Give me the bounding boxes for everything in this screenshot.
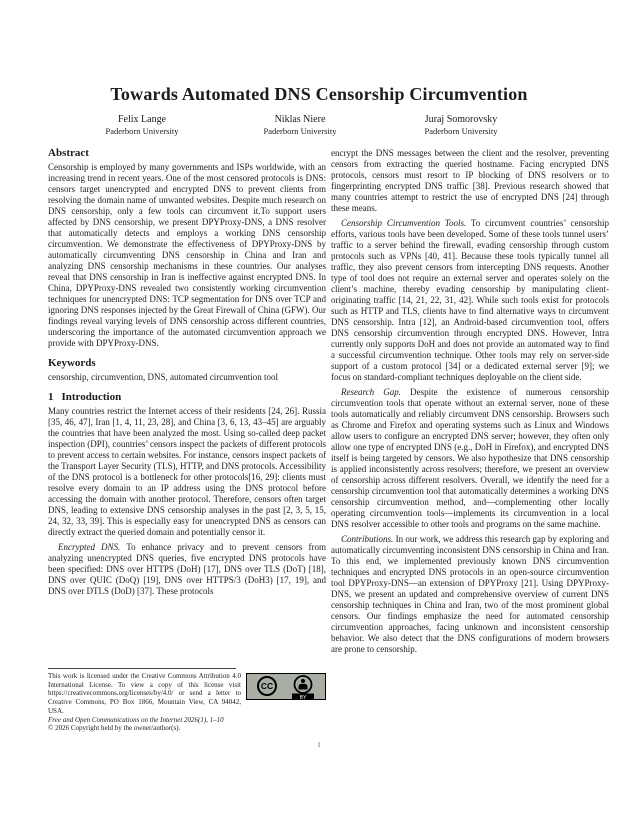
right-column (331, 148, 609, 655)
paragraph-body: Despite the existence of numerous censorship circumvention tools that operate without an external server, none of these tools automatically and reliably circumvent DNS censorship. Browsers such as Chrome and Firefox and operating systems such as Linux and Windows allow users to configure an encrypted DNS server; however, they often only allow one type of encrypted DNS (e.g., DoH in Firefox), and encrypted DNS itself is being targeted by censors. We also hypothesize that DNS censorship is applied inconsistently across resolvers; therefore, we present an overview of censorship across different resolvers. Overall, we identify the need for a censorship circumvention tool that automatically determines a working DNS censorship circumvention method, and—complementing other locally operating circumvention tools—implements its circumvention in a local DNS resolver accessible to other tools and programs on the same machine. (331, 387, 610, 529)
author-block (366, 114, 556, 136)
section-number: 1 (48, 391, 54, 403)
license-rule (48, 668, 236, 669)
author-name: Felix Lange (117, 114, 167, 125)
license-text: This work is licensed under the Creative Commons Attribution 4.0 International License. To view a copy of this license visit https://creativecommons.org/licenses/by/4.0/ or send a letter to Creative Commons, PO Box 1866, Mountain View, CA 94042, USA. (48, 672, 241, 715)
abstract-text: Censorship is employed by many governments and ISPs worldwide, with an increasing trend in recent years. One of the most censored protocols is DNS: censors target unencrypted and encrypted DNS to prevent clients from resolving the domain name of unwanted websites. Despite much research on DNS censorship, only a few tools can circumvent it.To support users affected by DNS censorship, we present DPYProxy-DNS, a DNS resolver that automatically detects and employs a working DNS censorship circumvention. We demonstrate the effectiveness of DPYProxy-DNS by automatically circumventing DNS censorship in China and Iran and analyzing DNS censorship mechanisms in these countries. Our analyses reveal that DNS censorship in Iran is ineffective against encrypted DNS. In China, DPYProxy-DNS revealed two consistently working circumvention techniques for unencrypted DNS: TCP segmentation for DNS over TCP and ignoring DNS responses injected by the Great Firewall of China (GFW). Our findings reveal varying levels of DNS censorship across different countries, underscoring the importance of the automated circumvention approach we provide with DPYProxy-DNS. (48, 162, 326, 348)
continued-paragraph: encrypt the DNS messages between the client and the resolver, preventing censors from extracting the queried hostname. Facing encrypted DNS protocols, censors must resort to IP blocking of DNS resolvers or to fingerprinting encrypted DNS traffic [38]. Previous research showed that many countries attempt to restrict the use of encrypted DNS [24] through these means. (331, 148, 609, 213)
paragraph-body: To circumvent countries’ censorship efforts, various tools have been developed. Some of these tools tunnel users’ traffic to a server behind the firewall, evading censorship through custom protocols such as VPNs [40, 41]. Because these tools typically tunnel all traffic, they also prevent censors from intercepting DNS requests. Another type of tool does not require an external server and operates solely on the client’s machine, thereby evading censorship by manipulating client-originating traffic [14, 21, 22, 31, 42]. While such tools exist for protocols such as HTTP and TLS, clients have to find alternative ways to circumvent DNS censorship. Intra [12], an Android-based circumvention tool, offers DNS censorship circumvention through encrypted DNS. However, Intra currently only supports DoH and does not provide an automated way to find a successful circumvention technique. Other tools may rely on server-side support of a custom protocol [34] or a dedicated external server [9]; we focus on standard-compliant techniques deployable on the client side. (331, 218, 609, 382)
paragraph-lead: Censorship Circumvention Tools. (341, 218, 467, 228)
paragraph-lead: Contributions. (341, 534, 394, 544)
contributions-paragraph (331, 534, 609, 655)
cc-label: CC (260, 681, 274, 691)
license-block (48, 668, 326, 733)
page-title: Towards Automated DNS Censorship Circumvention (110, 84, 528, 104)
copyright-line: © 2026 Copyright held by the owner/author(s). (48, 724, 181, 733)
section-heading-introduction (48, 392, 326, 403)
circumvention-tools-paragraph (331, 218, 609, 383)
by-label: BY (299, 694, 307, 700)
research-gap-paragraph (331, 387, 609, 530)
paragraph-lead: Encrypted DNS. (58, 542, 121, 552)
author-affiliation: Paderborn University (105, 126, 179, 136)
keywords-heading: Keywords (48, 357, 96, 369)
author-name: Niklas Niere (274, 114, 326, 125)
author-affiliation: Paderborn University (424, 126, 498, 136)
paragraph-body: To enhance privacy and to prevent censors from analyzing unencrypted DNS queries, five encrypted DNS protocols have been specified: DNS over HTTPS (DoH) [17], DNS over TLS (DoT) [18], DNS over QUIC (DoQ) [19], DNS over HTTPS/3 (DoH3) [17, 19], and DNS over DTLS (DoD) [37]. These protocols (48, 542, 326, 596)
paragraph-lead: Research Gap. (341, 387, 401, 397)
page-number: 1 (317, 740, 321, 749)
intro-paragraph: Many countries restrict the Internet access of their residents [24, 26]. Russia [35, 46, 47], Iran [1, 4, 11, 23, 28], and China [3, 6, 13, 43–45] are arguably the countries that have been analyzed the most. Using so-called deep packet inspection (DPI), countries’ censors inspect the packets of different protocols to prevent access to certain websites. For instance, censors inspect packets of the Transport Layer Security (TLS), HTTP, and DNS protocols. Accessibility of the DNS protocol is a bottleneck for other protocols[16, 29]: clients must resolve every domain to an IP address using the DNS protocol before accessing the domain with another protocol. Therefore, censors often target DNS, leading to extensive DNS censorship analyses in the past [2, 3, 5, 15, 24, 32, 33, 39]. This is especially easy for unencrypted DNS as censors can directly extract the queried domain and potentially censor it. (48, 406, 326, 537)
venue-line: Free and Open Communications on the Internet 2026(1), 1–10 (48, 715, 224, 724)
keywords-text: censorship, circumvention, DNS, automated circumvention tool (48, 372, 278, 382)
author-affiliation: Paderborn University (263, 126, 337, 136)
encrypted-dns-paragraph (48, 542, 326, 597)
paragraph-body: In our work, we address this research gap by exploring and automatically circumventing inconsistent DNS censorship in China and Iran. To this end, we implemented previously known DNS circumvention techniques and encrypted DNS protocols in an open-source circumvention tool DPYProxy-DNS—an extension of DPYProxy [21]. Using DPYProxy-DNS, we present an updated and comprehensive overview of current DNS censorship techniques in China and Iran, two of the most prominent global censors. Our findings emphasize the need for automated censorship circumvention approaches, facing unknown and inconsistent censorship behavior. We also detect that the DNS configurations of modern browsers are prone to censorship. (331, 534, 610, 654)
left-column (48, 148, 326, 597)
abstract-heading: Abstract (48, 147, 89, 159)
author-name: Juraj Somorovsky (424, 114, 498, 125)
cc-by-badge-icon (246, 673, 326, 700)
section-title: Introduction (61, 391, 122, 403)
